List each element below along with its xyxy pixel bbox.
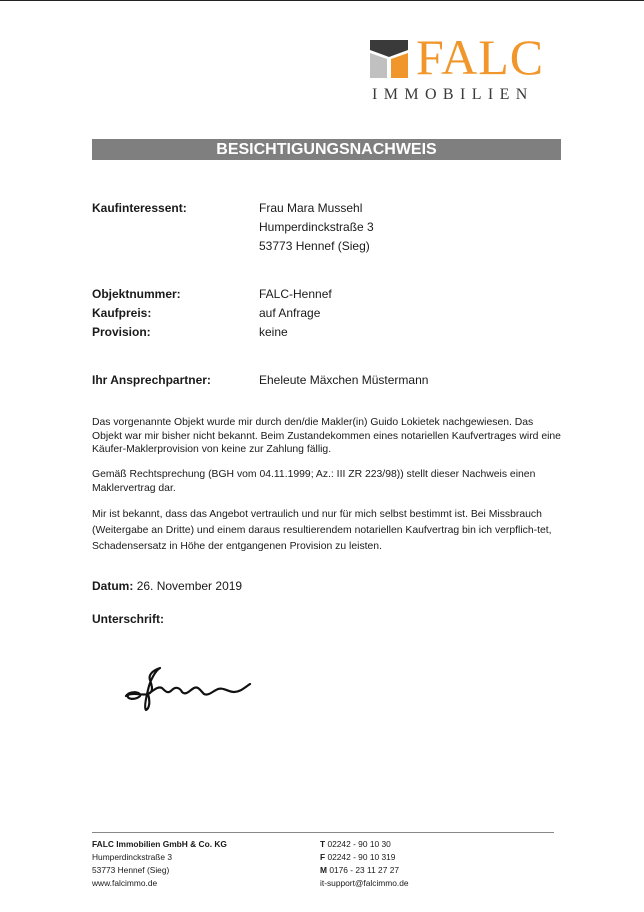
kaufinteressent-city: 53773 Hennef (Sieg) — [259, 239, 370, 253]
footer-city: 53773 Hennef (Sieg) — [92, 865, 170, 875]
kaufpreis-value: auf Anfrage — [259, 306, 321, 320]
objektnummer-value: FALC-Hennef — [259, 287, 332, 301]
datum-line — [92, 579, 242, 593]
kaufinteressent-name: Frau Mara Mussehl — [259, 201, 363, 215]
footer-company-name: FALC Immobilien GmbH & Co. KG — [92, 839, 227, 849]
logo-subtitle-text: IMMOBILIEN — [372, 86, 534, 103]
company-logo — [370, 29, 560, 108]
kaufpreis-label: Kaufpreis: — [92, 306, 152, 320]
footer-street: Humperdinckstraße 3 — [92, 852, 173, 862]
paragraph-vertraulichkeit: Mir ist bekannt, dass das Angebot vertraulich und nur für mich selbst bestimmt ist. Bei Missbrauch (Weitergabe an Dritte) und einem daraus resultierendem notariellen Kaufvertrag bin ich verpflich-tet, Schadensersatz in Höhe der entgangenen Provision zu leisten. — [92, 509, 552, 552]
footer-fax: F 02242 - 90 10 319 — [320, 852, 396, 862]
kaufinteressent-label: Kaufinteressent: — [92, 201, 187, 215]
datum-value: 26. November 2019 — [136, 579, 243, 593]
footer-email-link[interactable]: it-support@falcimmo.de — [320, 878, 409, 888]
signature-image — [120, 660, 260, 715]
objektnummer-label: Objektnummer: — [92, 287, 181, 301]
footer-contact-info — [320, 838, 409, 890]
logo-brand-text: FALC — [416, 29, 545, 85]
datum-label: Datum: — [92, 579, 134, 593]
footer-website-link[interactable]: www.falcimmo.de — [92, 878, 158, 888]
unterschrift-label: Unterschrift: — [92, 612, 165, 626]
paragraph-rechtsprechung: Gemäß Rechtsprechung (BGH vom 04.11.1999; Az.: III ZR 223/98)) stellt dieser Nachweis einen Maklervertrag dar. — [92, 469, 536, 494]
logo-mark-icon — [370, 40, 408, 78]
footer-divider — [92, 832, 554, 833]
top-border — [0, 0, 644, 1]
footer-company-info — [92, 838, 227, 890]
kaufinteressent-street: Humperdinckstraße 3 — [259, 220, 374, 234]
ansprechpartner-value: Eheleute Mäxchen Müstermann — [259, 373, 429, 387]
provision-label: Provision: — [92, 325, 151, 339]
footer-phone: T 02242 - 90 10 30 — [320, 839, 391, 849]
footer-mobile: M 0176 - 23 11 27 27 — [320, 865, 400, 875]
document-title: BESICHTIGUNGSNACHWEIS — [92, 139, 561, 160]
provision-value: keine — [259, 325, 288, 339]
ansprechpartner-label: Ihr Ansprechpartner: — [92, 373, 211, 387]
paragraph-nachweis: Das vorgenannte Objekt wurde mir durch den/die Makler(in) Guido Lokietek nachgewiesen. Das Objekt war mir bisher nicht bekannt. Beim Zustandekommen eines notariellen Kaufvertrages wird eine Käufer-Maklerprovision von keine zur Zahlung fällig. — [92, 417, 561, 455]
